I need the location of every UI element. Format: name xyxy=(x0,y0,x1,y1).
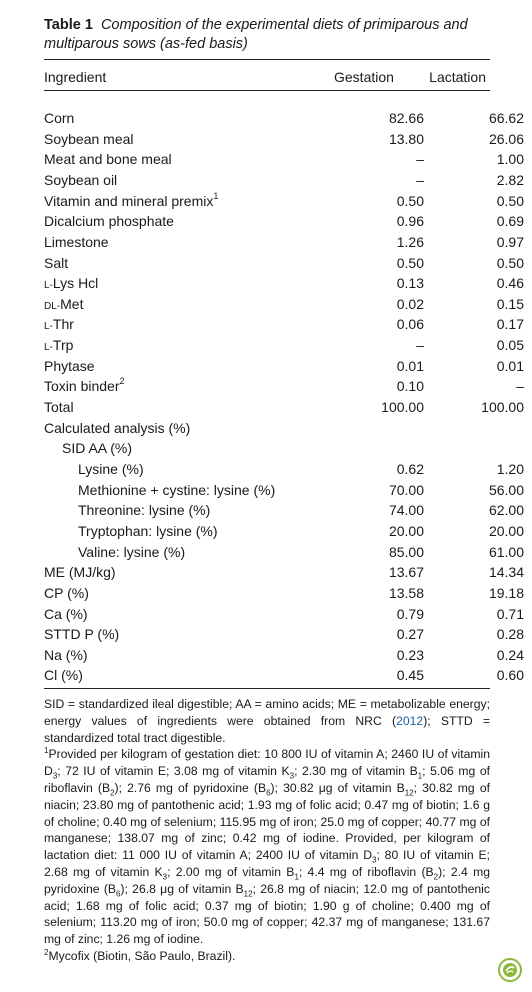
row-label-text: Phytase xyxy=(44,358,95,374)
footnote-marker: 1 xyxy=(213,191,219,202)
table-row xyxy=(44,500,524,520)
lactation-value: – xyxy=(516,378,524,394)
lactation-value: 0.60 xyxy=(496,667,524,683)
row-label-text: CP (%) xyxy=(44,585,89,601)
table-row xyxy=(44,273,524,293)
stereo-prefix: L- xyxy=(44,342,53,353)
row-label xyxy=(44,232,109,252)
row-label-text: SID AA (%) xyxy=(62,440,133,456)
gestation-value: 100.00 xyxy=(381,399,424,415)
row-label xyxy=(44,273,98,296)
table-row xyxy=(44,459,524,479)
row-label-text: Ca (%) xyxy=(44,606,88,622)
header-lactation: Lactation xyxy=(429,69,486,85)
lactation-value: 0.17 xyxy=(496,316,524,332)
row-label-text: Dicalcium phosphate xyxy=(44,213,174,229)
table-row xyxy=(44,521,524,541)
lactation-value: 1.00 xyxy=(496,151,524,167)
open-access-badge-icon[interactable] xyxy=(498,958,522,982)
row-label xyxy=(44,418,190,438)
gestation-value: 13.80 xyxy=(388,131,424,147)
gestation-value: 0.02 xyxy=(396,296,424,312)
lactation-value: 14.34 xyxy=(488,564,524,580)
gestation-value: 0.45 xyxy=(396,667,424,683)
gestation-value: 0.50 xyxy=(396,193,424,209)
row-label-text: Cl (%) xyxy=(44,667,83,683)
table-row xyxy=(44,211,524,231)
lactation-value: 0.46 xyxy=(496,275,524,291)
table-row xyxy=(44,480,524,500)
gestation-value: 0.06 xyxy=(396,316,424,332)
row-label-text: Soybean oil xyxy=(44,172,118,188)
lactation-value: 0.71 xyxy=(496,606,524,622)
row-label xyxy=(44,645,88,665)
lactation-value: 1.20 xyxy=(496,461,524,477)
table-row xyxy=(44,562,524,582)
row-label xyxy=(44,253,68,273)
header-gestation: Gestation xyxy=(334,69,394,85)
gestation-value: 0.23 xyxy=(396,647,424,663)
lactation-value: 61.00 xyxy=(488,544,524,560)
table-label: Table 1 xyxy=(44,17,93,33)
gestation-value: 0.13 xyxy=(396,275,424,291)
row-label xyxy=(44,356,95,376)
row-label xyxy=(78,542,185,562)
lactation-value: 20.00 xyxy=(488,523,524,539)
gestation-value: 0.01 xyxy=(396,358,424,374)
lactation-value: 0.15 xyxy=(496,296,524,312)
gestation-value: 13.58 xyxy=(388,585,424,601)
nrc-reference-link[interactable]: 2012 xyxy=(396,713,424,728)
table-row xyxy=(44,108,524,128)
gestation-value: – xyxy=(416,172,424,188)
lactation-value: 66.62 xyxy=(488,110,524,126)
stereo-prefix: L- xyxy=(44,280,53,291)
row-label-text: Thr xyxy=(52,316,74,332)
table-row xyxy=(44,253,524,273)
table-row xyxy=(44,314,524,334)
table-row xyxy=(44,149,524,169)
row-label xyxy=(44,397,74,417)
row-label-text: ME (MJ/kg) xyxy=(44,564,116,580)
gestation-value: 0.27 xyxy=(396,626,424,642)
row-label xyxy=(44,314,74,337)
row-label-text: Met xyxy=(60,296,84,312)
top-rule xyxy=(44,59,490,60)
row-label-text: Na (%) xyxy=(44,647,88,663)
gestation-value: 85.00 xyxy=(388,544,424,560)
lactation-value: 0.50 xyxy=(496,193,524,209)
row-label xyxy=(78,521,218,541)
table-row xyxy=(44,376,524,396)
row-label-text: Threonine: lysine (%) xyxy=(78,502,211,518)
gestation-value: 1.26 xyxy=(396,234,424,250)
lactation-value: 2.82 xyxy=(496,172,524,188)
row-label-text: Methionine + cystine: lysine (%) xyxy=(78,482,276,498)
gestation-value: 70.00 xyxy=(388,482,424,498)
table-row xyxy=(44,232,524,252)
row-label xyxy=(62,438,132,458)
row-label xyxy=(44,604,88,624)
lactation-value: 56.00 xyxy=(488,482,524,498)
table-row xyxy=(44,583,524,603)
row-label-text: Vitamin and mineral premix xyxy=(44,193,214,209)
lactation-value: 62.00 xyxy=(488,502,524,518)
row-label xyxy=(44,335,73,358)
row-label xyxy=(78,500,210,520)
gestation-value: – xyxy=(416,337,424,353)
table-row xyxy=(44,170,524,190)
row-label xyxy=(44,211,174,231)
row-label-text: Salt xyxy=(44,255,69,271)
row-label-text: Limestone xyxy=(44,234,109,250)
footnote-2: $^2$Mycofix (Biotin, São Paulo, Brazil). xyxy=(44,947,236,963)
table-row xyxy=(44,438,490,458)
row-label xyxy=(44,376,125,396)
header-ingredient: Ingredient xyxy=(44,69,107,85)
row-label-text: Soybean meal xyxy=(44,131,134,147)
gestation-value: 0.50 xyxy=(396,255,424,271)
lactation-value: 26.06 xyxy=(488,131,524,147)
gestation-value: 0.96 xyxy=(396,213,424,229)
row-label-text: Toxin binder xyxy=(44,378,120,394)
lactation-value: 0.01 xyxy=(496,358,524,374)
lactation-value: 100.00 xyxy=(481,399,524,415)
lactation-value: 0.50 xyxy=(496,255,524,271)
row-label-text: Total xyxy=(44,399,74,415)
row-label-text: Lysine (%) xyxy=(78,461,144,477)
header-rule xyxy=(44,90,490,91)
lactation-value: 0.28 xyxy=(496,626,524,642)
table-title: Composition of the experimental diets of primiparous and multiparous sows (as-fed basis) xyxy=(44,17,468,52)
table-row xyxy=(44,665,524,685)
gestation-value: – xyxy=(416,151,424,167)
row-label xyxy=(44,170,117,190)
row-label xyxy=(44,665,83,685)
row-label-text: Meat and bone meal xyxy=(44,151,172,167)
gestation-value: 74.00 xyxy=(388,502,424,518)
table-row xyxy=(44,418,490,438)
lactation-value: 0.97 xyxy=(496,234,524,250)
row-label-text: Calculated analysis (%) xyxy=(44,420,191,436)
gestation-value: 82.66 xyxy=(388,110,424,126)
gestation-value: 13.67 xyxy=(388,564,424,580)
row-label xyxy=(78,459,144,479)
row-label xyxy=(44,129,134,149)
gestation-value: 0.10 xyxy=(396,378,424,394)
table-row xyxy=(44,335,524,355)
bottom-rule xyxy=(44,688,490,689)
row-label xyxy=(44,149,172,169)
table-row xyxy=(44,542,524,562)
lactation-value: 0.69 xyxy=(496,213,524,229)
lactation-value: 0.05 xyxy=(496,337,524,353)
row-label xyxy=(44,624,119,644)
row-label xyxy=(44,191,218,211)
footnote-marker: 2 xyxy=(119,376,125,387)
row-label xyxy=(44,108,74,128)
lactation-value: 19.18 xyxy=(488,585,524,601)
stereo-prefix: DL- xyxy=(44,301,61,312)
lactation-value: 0.24 xyxy=(496,647,524,663)
table-row xyxy=(44,624,524,644)
table-footnotes xyxy=(44,696,490,965)
row-label-text: Valine: lysine (%) xyxy=(78,544,186,560)
table-row xyxy=(44,397,524,417)
row-label-text: Tryptophan: lysine (%) xyxy=(78,523,218,539)
row-label-text: Trp xyxy=(52,337,74,353)
stereo-prefix: L- xyxy=(44,321,53,332)
row-label xyxy=(78,480,275,500)
row-label xyxy=(44,583,89,603)
table-row xyxy=(44,294,524,314)
footnote-1: $^1$Provided per kilogram of gestation diet: 10 800 IU of vitamin A; 2460 IU of vitamin $D_3$; 72 IU of vitamin E; 3.08 mg of vitamin $K_3$; 2.30 mg of vitamin $B_1$; 5.06 mg of riboflavin $(B_2)$; 2.76 mg of pyridoxine $(B_6)$; 30.82 μg of vitamin $B_{12}$; 30.82 mg of niacin; 23.80 mg of pantothenic acid; 1.93 mg of folic acid; 0.47 mg of biotin; 1.6 g of choline; 0.40 mg of selenium; 115.95 mg of iron; 25.0 mg of copper; 40.77 mg of manganese; 138.07 mg of zinc; 0.42 mg of iodine. Provided, per kilogram of lactation diet: 11 000 IU of vitamin A; 2400 IU of vitamin $D_3$; 80 IU of vitamin E; 2.68 mg of vitamin $K_3$; 2.00 mg of vitamin $B_1$; 4.4 mg of riboflavin $(B_2)$; 2.4 mg pyridoxine $(B_6)$; 26.8 μg of vitamin $B_{12}$; 26.8 mg of niacin; 12.0 mg of pantothenic acid; 1.68 mg of folic acid; 0.37 mg of biotin; 1.90 g of choline; 0.400 mg of selenium; 113.20 mg of iron; 50.0 mg of copper; 42.37 mg of manganese; 131.67 mg of zinc; 1.26 mg of iodine. xyxy=(44,746,490,947)
gestation-value: 0.79 xyxy=(396,606,424,622)
gestation-value: 0.62 xyxy=(396,461,424,477)
row-label-text: Lys Hcl xyxy=(52,275,99,291)
table-row xyxy=(44,191,524,211)
row-label-text: STTD P (%) xyxy=(44,626,120,642)
row-label xyxy=(44,562,116,582)
table-caption xyxy=(44,16,494,54)
table-row xyxy=(44,356,524,376)
table-row xyxy=(44,645,524,665)
gestation-value: 20.00 xyxy=(388,523,424,539)
table-row xyxy=(44,129,524,149)
table-row xyxy=(44,604,524,624)
row-label-text: Corn xyxy=(44,110,75,126)
abbreviation-note: SID = standardized ileal digestible; AA = amino acids; ME = metabolizable energy; energy values of ingredients were obtained from NRC (2012); STTD = standardized total tract digestible. xyxy=(44,697,491,745)
